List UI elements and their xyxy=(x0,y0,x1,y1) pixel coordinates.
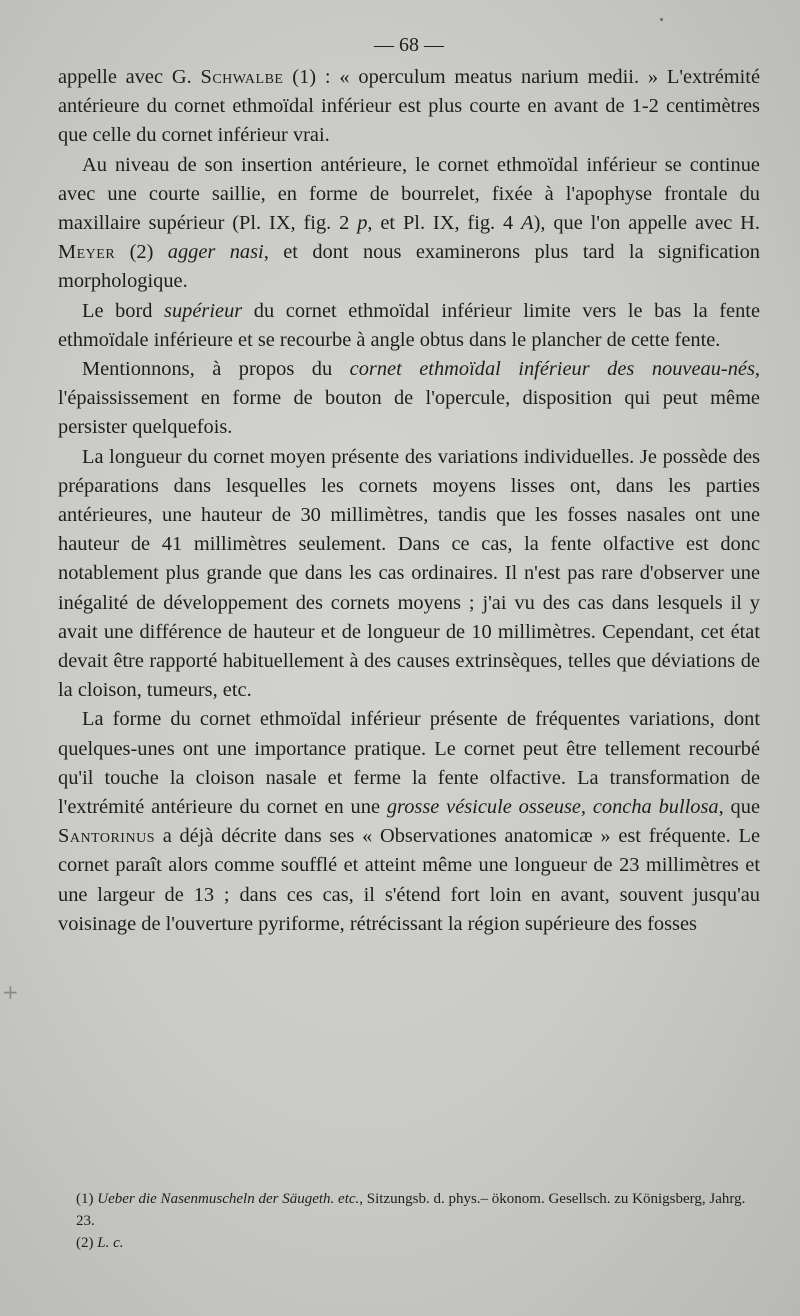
footnote-1 xyxy=(58,1188,760,1232)
paragraph-1 xyxy=(58,63,760,151)
footnote-run: (2) xyxy=(76,1235,98,1251)
text-run: p xyxy=(357,212,368,235)
text-run: Au niveau de son insertion antérieure, le cornet ethmoïdal inférieur se continue avec une courte saillie, en forme de bourrelet, fixée à l'apophyse frontale du maxillaire supérieur (Pl. IX, fig. 2 xyxy=(58,153,760,235)
text-run: grosse vésicule osseuse, concha bullosa xyxy=(386,796,719,819)
text-run: Mentionnons, à propos du xyxy=(82,358,350,381)
text-run: appelle avec G. xyxy=(58,66,201,88)
paper-speck xyxy=(660,18,663,21)
footnote-run: L. c. xyxy=(97,1235,124,1251)
text-run: Santorinus xyxy=(58,825,155,848)
body-text xyxy=(58,63,760,939)
paragraph-3 xyxy=(58,297,760,355)
paragraph-2 xyxy=(58,151,760,297)
text-run: (1) : « operculum meatus narium medii. » L'extrémité antérieure du cornet ethmoïdal inférieur est plus courte en avant de 1-2 centimètres que celle du cornet inférieur vrai. xyxy=(58,66,761,147)
text-run: a déjà décrite dans ses « Observationes anatomicæ » est fréquente. Le cornet paraît alors comme soufflé et atteint même une longueur de 23 millimètres et une largeur de 13 ; dans ces cas, il s'étend fort loin en avant, souvent jusqu'au voisinage de l'ouverture pyriforme, rétrécissant la région supérieure des fosses xyxy=(58,825,760,935)
text-run: La longueur du cornet moyen présente des variations individuelles. Je possède des préparations dans lesquelles les cornets moyens lisses ont, dans les parties antérieures, une hauteur de 30 millimètres, tandis que les fosses nasales ont une hauteur de 41 millimètres seulement. Dans ce cas, la fente olfactive est donc notablement plus grande que dans les cas ordinaires. Il n'est pas rare d'observer une inégalité de développement des cornets moyens ; j'ai vu des cas dans lesquels il y avait une différence de hauteur et de longueur de 10 millimètres. Cependant, cet état devait être rapporté habituellement à des causes extrinsèques, telles que déviations de la cloison, tumeurs, etc. xyxy=(58,445,760,702)
footnote-run: (1) xyxy=(76,1191,98,1207)
margin-cross-mark: + xyxy=(2,980,19,1004)
paragraph-6 xyxy=(58,705,760,939)
footnote-run: , Sitzungsb. d. phys.– ökonom. Gesellsch. zu Königsberg, Jahrg. 23. xyxy=(76,1191,746,1229)
text-run: Le bord xyxy=(82,299,165,322)
footnote-2 xyxy=(58,1232,760,1254)
text-run: La forme du cornet ethmoïdal inférieur présente de fréquentes variations, dont quelques-unes ont une importance pratique. Le cornet peut être tellement recourbé qu'il touche la cloison nasale et ferme la fente olfactive. La transformation de l'extrémité antérieure du cornet en une xyxy=(58,708,760,819)
text-run: ), que l'on appelle avec H. xyxy=(533,212,761,235)
text-run: A xyxy=(521,212,534,235)
text-run: (2) xyxy=(115,241,168,264)
text-run: Meyer xyxy=(58,241,116,264)
paragraph-5 xyxy=(58,443,760,706)
text-run: supérieur xyxy=(164,299,243,322)
text-run: du cornet ethmoïdal inférieur limite vers le bas la fente ethmoïdale inférieure et se recourbe à angle obtus dans le plancher de cette fente. xyxy=(58,299,760,351)
footnotes xyxy=(58,1188,760,1254)
text-run: , l'épaississement en forme de bouton de l'opercule, disposition qui peut même persister quelquefois. xyxy=(58,358,760,439)
text-run: Schwalbe xyxy=(200,66,284,88)
text-run: , que xyxy=(718,796,760,819)
page-number: — 68 — xyxy=(374,34,444,56)
text-run: , et dont nous examinerons plus tard la signification morphologique. xyxy=(58,241,760,293)
text-run: agger nasi xyxy=(167,241,264,264)
text-run: cornet ethmoïdal inférieur des nouveau-nés xyxy=(349,358,755,381)
paragraph-4 xyxy=(58,355,760,443)
text-run: , et Pl. IX, fig. 4 xyxy=(367,212,522,235)
footnote-run: Ueber die Nasenmuscheln der Säugeth. etc. xyxy=(97,1191,360,1207)
